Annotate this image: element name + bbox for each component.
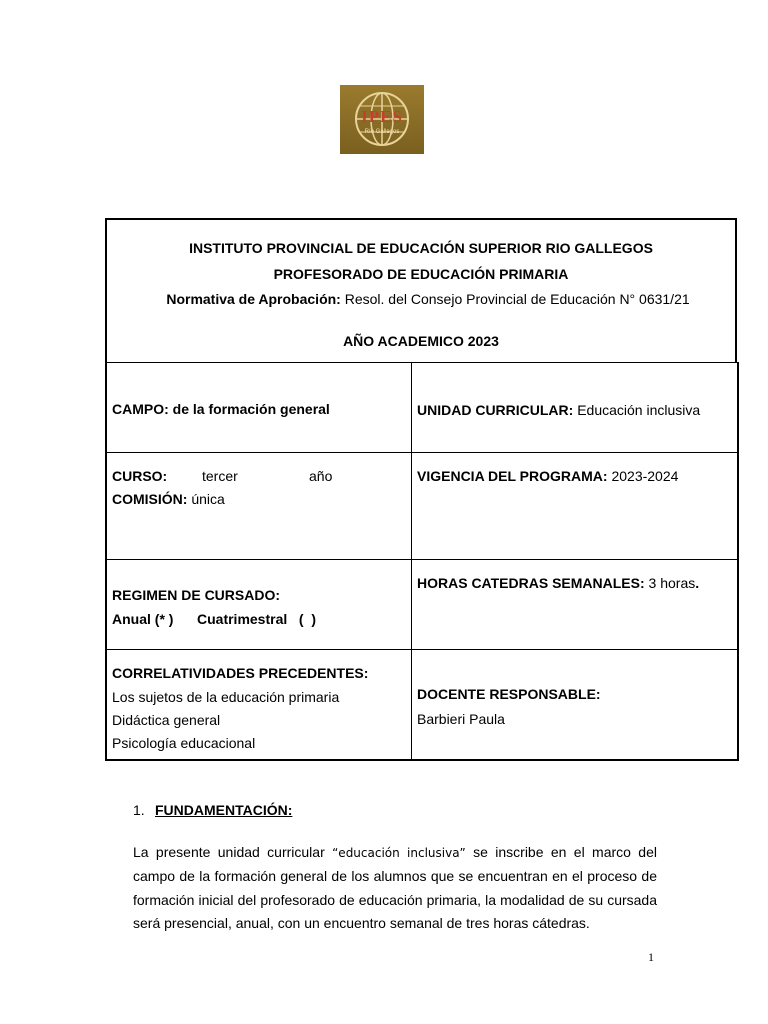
academic-year: AÑO ACADEMICO 2023 — [343, 333, 499, 349]
horas-line — [417, 575, 699, 591]
section-number: 1. — [133, 802, 145, 818]
program-title: PROFESORADO DE EDUCACIÓN PRIMARIA — [273, 266, 569, 282]
horas-dot: . — [695, 575, 700, 591]
comision-label: COMISIÓN: — [112, 491, 188, 507]
curso-label: CURSO: — [112, 468, 168, 484]
paragraph-line: será presencial, anual, con un encuentro semanal de tres horas cátedras. — [133, 915, 590, 932]
table-row — [107, 559, 737, 650]
unidad-value: Educación inclusiva — [577, 402, 701, 418]
unidad-line — [417, 402, 700, 418]
header-box — [105, 218, 737, 363]
docente-label: DOCENTE RESPONSABLE: — [417, 686, 601, 702]
institution-logo — [340, 85, 424, 154]
curso-word-tercer: tercer — [202, 468, 238, 484]
curso-cell — [107, 452, 412, 559]
unidad-label: UNIDAD CURRICULAR: — [417, 402, 574, 418]
paragraph-line — [133, 841, 657, 865]
unidad-cell — [412, 362, 737, 452]
institution-title: INSTITUTO PROVINCIAL DE EDUCACIÓN SUPERIOR RIO GALLEGOS — [189, 240, 653, 256]
paragraph-text: La presente unidad curricular — [133, 844, 325, 860]
regimen-label: REGIMEN DE CURSADO: — [112, 587, 281, 603]
correlatividades-cell — [107, 649, 412, 759]
logo-title: IPES — [361, 107, 403, 126]
regimen-cell — [107, 559, 412, 649]
horas-cell — [412, 559, 737, 649]
regimen-cuatrimestral: Cuatrimestral ( ) — [197, 611, 317, 627]
horas-label: HORAS CATEDRAS SEMANALES: — [417, 575, 645, 591]
table-row — [107, 452, 737, 560]
curso-word-ano: año — [309, 468, 333, 484]
docente-cell — [412, 649, 737, 759]
page-number: 1 — [648, 950, 654, 964]
paragraph-line: formación inicial del profesorado de educación primaria, la modalidad de su cursada — [133, 891, 657, 908]
section-title: FUNDAMENTACIÓN: — [155, 802, 293, 818]
horas-value: 3 horas — [648, 575, 696, 591]
correlatividades-label: CORRELATIVIDADES PRECEDENTES: — [112, 665, 369, 681]
normativa-line — [107, 291, 735, 307]
paragraph-text: se inscribe en el marco del — [473, 844, 657, 860]
table-row — [107, 362, 737, 453]
vigencia-value: 2023-2024 — [611, 468, 679, 484]
quoted-term: “educación inclusiva” — [332, 846, 466, 860]
correlatividad-item: Psicología educacional — [112, 735, 256, 751]
course-info-table — [105, 362, 739, 761]
normativa-label: Normativa de Aprobación: — [166, 291, 341, 307]
table-row — [107, 649, 737, 759]
section-heading — [133, 802, 292, 818]
docente-value: Barbieri Paula — [417, 711, 505, 727]
campo-text: CAMPO: de la formación general — [112, 401, 330, 417]
paragraph-line: campo de la formación general de los alumnos que se encuentran en el proceso de — [133, 868, 657, 885]
fundamentacion-paragraph — [133, 841, 657, 936]
logo-subtitle: Río Gallegos — [364, 129, 400, 135]
vigencia-line — [417, 468, 678, 484]
vigencia-label: VIGENCIA DEL PROGRAMA: — [417, 468, 608, 484]
correlatividad-item: Didáctica general — [112, 712, 221, 728]
correlatividad-item: Los sujetos de la educación primaria — [112, 689, 340, 705]
comision-value: única — [191, 491, 225, 507]
vigencia-cell — [412, 452, 737, 559]
comision-line — [112, 491, 225, 507]
campo-cell — [107, 362, 412, 452]
regimen-anual: Anual (* ) — [112, 611, 174, 627]
normativa-value: Resol. del Consejo Provincial de Educación N° 0631/21 — [344, 291, 690, 307]
